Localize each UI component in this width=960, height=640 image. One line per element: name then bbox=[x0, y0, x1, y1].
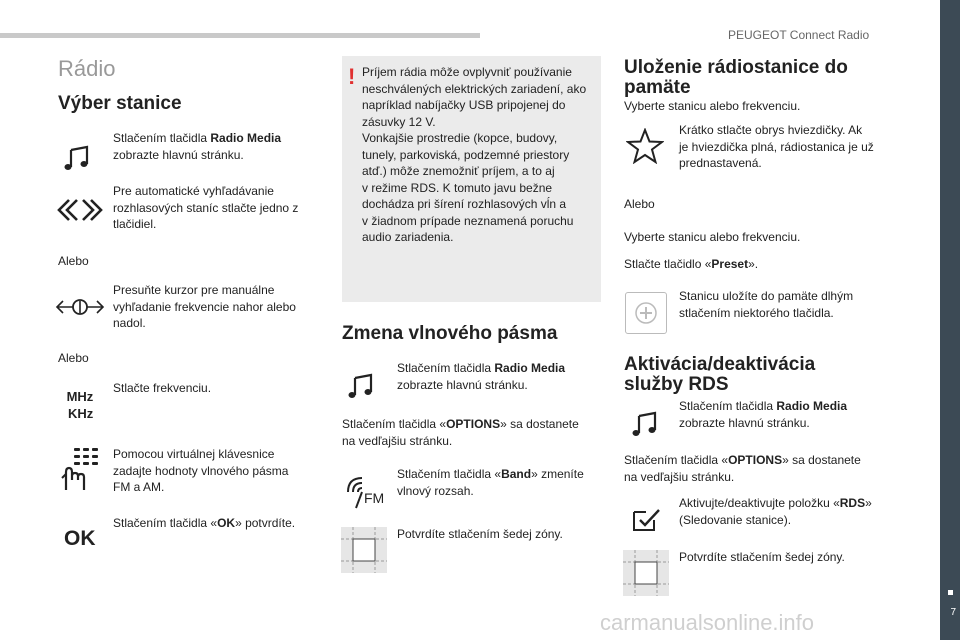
music-note-icon bbox=[62, 144, 94, 172]
plus-button-icon bbox=[625, 292, 667, 334]
station-item-confirm: Stlačením tlačidla «OK» potvrdíte. bbox=[113, 516, 296, 530]
slider-icon bbox=[55, 296, 105, 318]
strip-marker bbox=[948, 590, 953, 595]
side-strip bbox=[940, 0, 960, 640]
double-chevron-icon bbox=[57, 198, 103, 222]
grid-zone-icon bbox=[623, 550, 669, 596]
save-paragraph-preset: Stlačte tlačidlo «Preset». bbox=[624, 257, 759, 271]
keypad-hand-icon bbox=[60, 446, 102, 492]
fm-label: FM bbox=[364, 490, 385, 506]
page-number: 7 bbox=[950, 607, 956, 618]
or-label-1: Alebo bbox=[58, 254, 89, 268]
band-item-radio-media: Stlačením tlačidla Radio Media zobrazte hlavnú stránku. bbox=[397, 361, 566, 392]
or-label-3: Alebo bbox=[624, 197, 655, 211]
warning-text: Príjem rádia môže ovplyvniť používanie neschválených elektrických zariadení, ako napríklad nabíjačky USB pripojenej do zásuvky 12 V. Vonkajšie prostredie (kopce, budovy, tunely, parkoviská, podzemné priestory atď.) môže znemožniť príjem, a to aj v režime RDS. K tomuto javu bežne dochádza pri šírení rozhlasových vĺn a v žiadnom prípade neznamená poruchu audio zariadenia. bbox=[362, 65, 587, 244]
rds-options-paragraph: Stlačením tlačidla «OPTIONS» sa dostanete na vedľajšiu stránku. bbox=[624, 453, 861, 484]
station-item-frequency: Stlačte frekvenciu. bbox=[113, 381, 212, 395]
header-bar bbox=[0, 33, 480, 38]
page-title: Rádio bbox=[58, 56, 116, 81]
watermark: carmanualsonline.info bbox=[600, 610, 815, 635]
plus-icon bbox=[626, 293, 666, 333]
checkbox-icon bbox=[632, 506, 662, 532]
section-title-band: Zmena vlnového pásma bbox=[342, 323, 558, 344]
music-note-icon bbox=[630, 410, 662, 438]
station-item-keypad: Pomocou virtuálnej klávesnice zadajte hodnoty vlnového pásma FM a AM. bbox=[113, 447, 289, 494]
band-item-change: Stlačením tlačidla «Band» zmeníte vlnový rozsah. bbox=[397, 467, 584, 498]
or-label-2: Alebo bbox=[58, 351, 89, 365]
music-note-icon bbox=[346, 372, 378, 400]
warning-icon: ! bbox=[348, 64, 356, 89]
save-item-star: Krátko stlačte obrys hviezdičky. Ak je hviezdička plná, rádiostanica je už prednastavená. bbox=[679, 123, 874, 170]
save-paragraph-1: Vyberte stanicu alebo frekvenciu. bbox=[624, 99, 801, 113]
mhz-khz-icon: MHz KHz bbox=[66, 389, 94, 421]
station-item-manual-search: Presuňte kurzor pre manuálne vyhľadanie frekvencie nahor alebo nadol. bbox=[113, 283, 296, 330]
band-item-confirm: Potvrdíte stlačením šedej zóny. bbox=[397, 527, 563, 541]
rds-item-confirm: Potvrdíte stlačením šedej zóny. bbox=[679, 550, 845, 564]
station-item-radio-media: Stlačením tlačidla Radio Media zobrazte hlavnú stránku. bbox=[113, 131, 282, 162]
rds-item-radio-media: Stlačením tlačidla Radio Media zobrazte hlavnú stránku. bbox=[679, 399, 848, 430]
save-paragraph-2: Vyberte stanicu alebo frekvenciu. bbox=[624, 230, 801, 244]
star-icon bbox=[626, 128, 664, 164]
header-title: PEUGEOT Connect Radio bbox=[728, 28, 870, 42]
ok-icon: OK bbox=[64, 527, 96, 550]
section-title-rds: Aktivácia/deaktivácia služby RDS bbox=[624, 354, 816, 395]
section-title-station: Výber stanice bbox=[58, 93, 182, 114]
band-options-paragraph: Stlačením tlačidla «OPTIONS» sa dostanete na vedľajšiu stránku. bbox=[342, 417, 579, 448]
save-item-long-press: Stanicu uložíte do pamäte dlhým stlačením niektorého tlačidla. bbox=[679, 289, 854, 320]
rds-item-toggle: Aktivujte/deaktivujte položku «RDS» (Sledovanie stanice). bbox=[679, 496, 872, 527]
section-title-save: Uloženie rádiostanice do pamäte bbox=[624, 57, 848, 98]
grid-zone-icon bbox=[341, 527, 387, 573]
station-item-auto-search: Pre automatické vyhľadávanie rozhlasových staníc stlačte jedno z tlačidiel. bbox=[113, 184, 299, 231]
